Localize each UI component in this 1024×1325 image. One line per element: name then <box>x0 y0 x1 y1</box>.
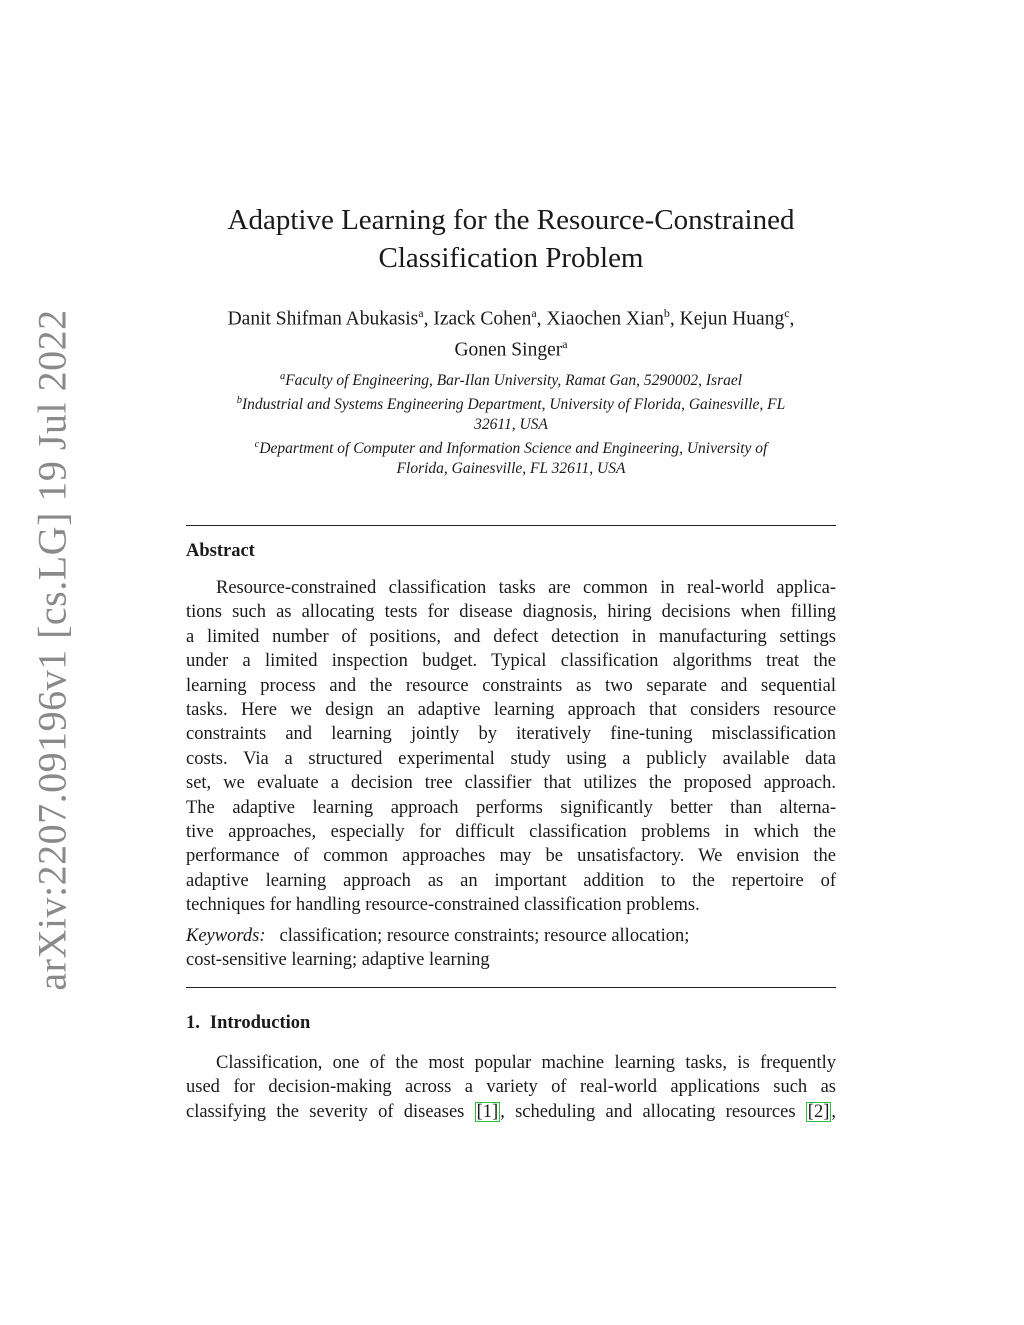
introduction-text: classifying the severity of diseases <box>186 1101 475 1122</box>
paper-title-line-2: Classification Problem <box>378 242 644 274</box>
abstract-line: constraints and learning jointly by iteratively fine-tuning misclassification <box>186 724 836 745</box>
affiliation-b <box>186 391 836 415</box>
affiliation-c-continued: Florida, Gainesville, FL 32611, USA <box>396 460 626 478</box>
affiliation-c <box>186 435 836 459</box>
abstract-line: costs. Via a structured experimental study using a publicly available data <box>186 748 836 769</box>
abstract-line: a limited number of positions, and defect detection in manufacturing settings <box>186 626 836 647</box>
abstract-line: under a limited inspection budget. Typical classification algorithms treat the <box>186 651 836 672</box>
introduction-line <box>186 1100 836 1124</box>
author-name: Kejun Huang <box>679 308 785 330</box>
abstract-line: performance of common approaches may be unsatisfactory. We envision the <box>186 846 836 867</box>
affiliation-text: Department of Computer and Information Science and Engineering, University of <box>259 440 768 458</box>
citation-link-1[interactable]: [1] <box>476 1101 499 1122</box>
introduction-text: , <box>831 1101 836 1122</box>
introduction-body <box>186 1051 836 1124</box>
author-name: Gonen Singer <box>454 339 563 360</box>
affiliation-mark: a <box>279 371 286 382</box>
abstract-line: The adaptive learning approach performs significantly better than alterna- <box>186 797 836 818</box>
abstract-line: techniques for handling resource-constrained classification problems. <box>186 895 700 916</box>
author-line-2 <box>186 332 836 363</box>
section-number: 1. <box>186 1013 200 1033</box>
author-affiliation-mark: b <box>663 306 670 320</box>
author-name: Xiaochen Xian <box>546 308 664 330</box>
section-title: Introduction <box>209 1013 311 1033</box>
arxiv-identifier-stamp: arXiv:2207.09196v1 [cs.LG] 19 Jul 2022 <box>29 309 75 991</box>
affiliation-a <box>186 367 836 391</box>
keywords-label: Keywords: <box>186 926 266 946</box>
keywords-block <box>186 924 836 973</box>
author-affiliation-mark: c <box>784 306 790 320</box>
abstract-line: Resource-constrained classification tasks are common in real-world applica- <box>216 578 836 598</box>
affiliation-mark: c <box>254 439 260 451</box>
affiliation-text: Faculty of Engineering, Bar-Ilan University, Ramat Gan, 5290002, Israel <box>285 372 743 390</box>
abstract-line: learning process and the resource constraints as two separate and sequential <box>186 675 836 696</box>
paper-title <box>186 201 836 277</box>
paper-title-line-1: Adaptive Learning for the Resource-Constrained <box>227 204 795 236</box>
introduction-line: used for decision-making across a variety of real-world applications such as <box>186 1077 836 1098</box>
author-affiliation-mark: a <box>531 306 537 320</box>
author-affiliation-mark: a <box>562 336 568 351</box>
abstract-body <box>186 576 836 917</box>
author-list <box>186 301 836 362</box>
introduction-text: , scheduling and allocating resources <box>500 1101 806 1122</box>
keywords-line-1 <box>186 924 836 948</box>
section-heading-introduction <box>186 1013 310 1034</box>
keywords-line-2: cost-sensitive learning; adaptive learning <box>186 950 490 971</box>
abstract-line: tions such as allocating tests for disease diagnosis, hiring decisions when filling <box>186 602 836 623</box>
abstract-line: tive approaches, especially for difficult classification problems in which the <box>186 821 836 842</box>
abstract-line: adaptive learning approach as an important addition to the repertoire of <box>186 870 836 891</box>
abstract-heading: Abstract <box>186 541 255 561</box>
affiliation-mark: b <box>236 395 242 407</box>
abstract-top-rule <box>186 525 836 526</box>
abstract-line: set, we evaluate a decision tree classifier that utilizes the proposed approach. <box>186 773 836 794</box>
author-name: Danit Shifman Abukasis <box>227 308 419 330</box>
author-affiliation-mark: a <box>418 306 424 320</box>
affiliation-list <box>186 367 836 479</box>
affiliation-b-continued: 32611, USA <box>474 416 548 434</box>
affiliation-text: Industrial and Systems Engineering Department, University of Florida, Gainesville, FL <box>241 396 786 414</box>
introduction-line: Classification, one of the most popular machine learning tasks, is frequently <box>216 1053 836 1073</box>
citation-link-2[interactable]: [2] <box>807 1101 830 1122</box>
keywords-bottom-rule <box>186 987 836 988</box>
keywords-text: classification; resource constraints; resource allocation; <box>279 926 690 946</box>
author-line-1: Danit Shifman Abukasis$^a$, Izack Cohen$^a$, Xiaochen Xian$^b$, Kejun Huang$^c$, <box>227 306 795 330</box>
abstract-line: tasks. Here we design an adaptive learning approach that considers resource <box>186 699 836 720</box>
author-name: Izack Cohen <box>433 308 532 330</box>
